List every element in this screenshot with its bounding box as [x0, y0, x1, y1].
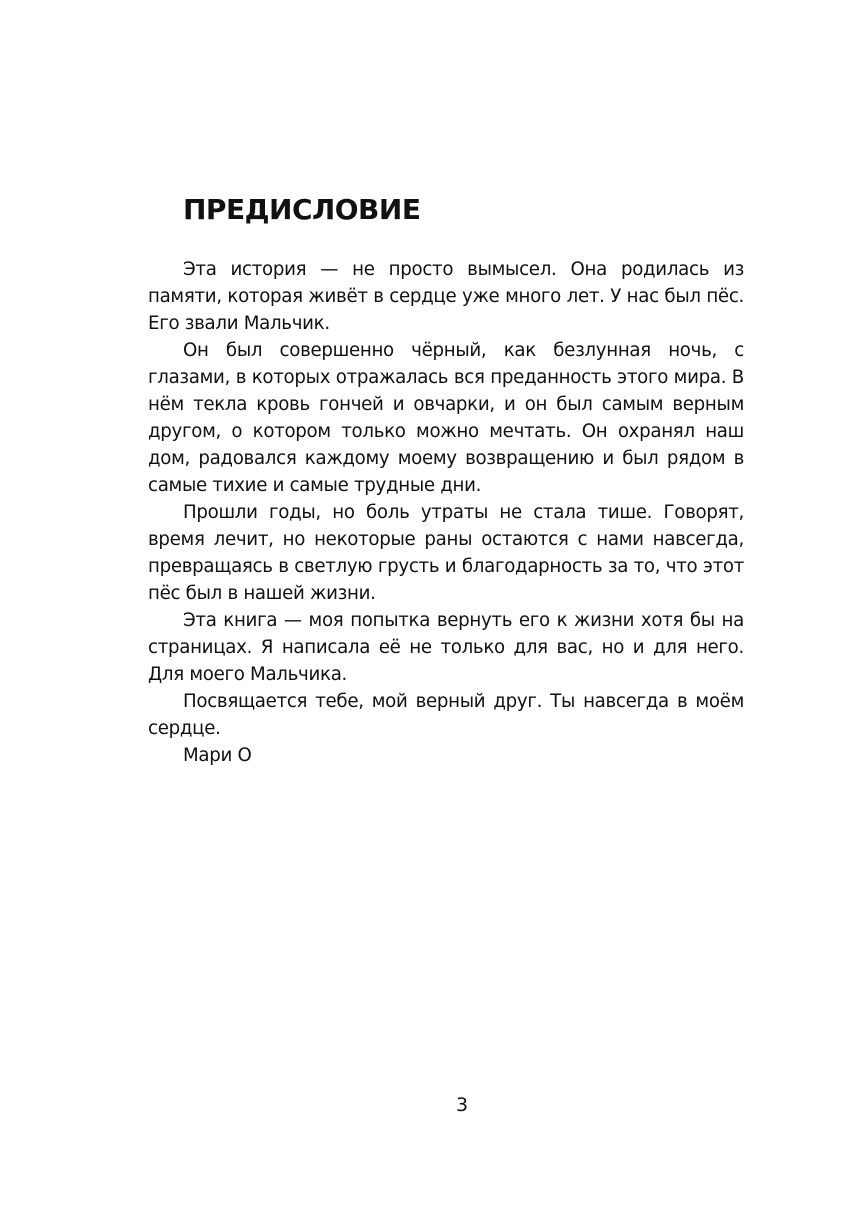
paragraph-3: Прошли годы, но боль утраты не стала тише. Говорят, время лечит, но некоторые раны остаются с нами навсегда, превращаясь в светлую грусть и благодарность за то, что этот пёс был в нашей жизни. — [148, 502, 744, 604]
page-number: 3 — [455, 1094, 469, 1116]
preface-body — [148, 256, 744, 769]
paragraph-2: Он был совершенно чёрный, как безлунная ночь, с глазами, в которых отражалась вся преданность этого мира. В нём текла кровь гончей и овчарки, и он был самым верным другом, о котором только можно мечтать. Он охранял наш дом, радовался каждому моему возвращению и был рядом в самые тихие и самые трудные дни. — [148, 340, 744, 496]
paragraph-5: Посвящается тебе, мой верный друг. Ты навсегда в моём сердце. — [148, 691, 744, 739]
paragraph-4: Эта книга — моя попытка вернуть его к жизни хотя бы на страницах. Я написала её не только для вас, но и для него. Для моего Мальчика. — [148, 610, 744, 685]
author-signature: Мари О — [183, 745, 252, 766]
paragraph-1: Эта история — не просто вымысел. Она родилась из памяти, которая живёт в сердце уже много лет. У нас был пёс. Его звали Мальчик. — [148, 259, 744, 334]
page-title: ПРЕДИСЛОВИЕ — [183, 193, 421, 226]
